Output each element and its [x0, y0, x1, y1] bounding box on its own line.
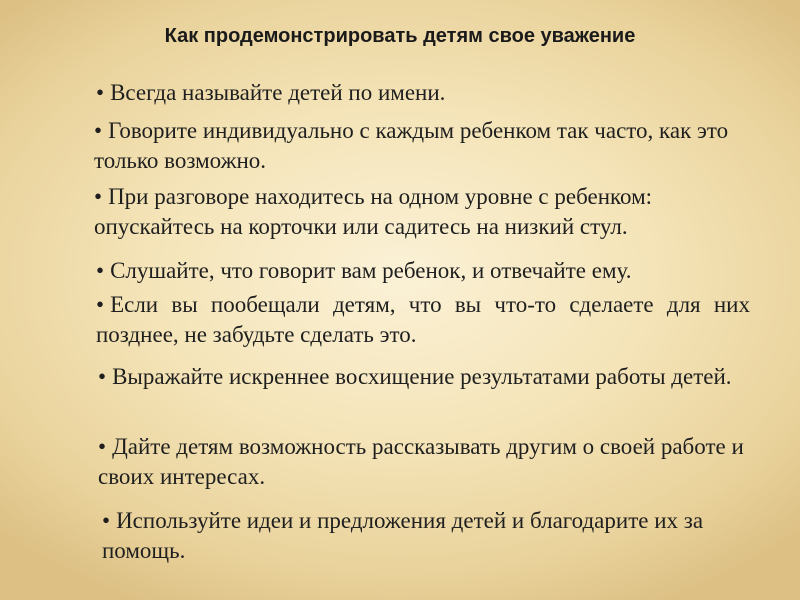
bullet-icon: •: [102, 508, 111, 533]
bullet-icon: •: [94, 184, 103, 209]
bullet-icon: •: [96, 258, 105, 283]
bullet-text: Выражайте искреннее восхищение результатами работы детей.: [112, 364, 732, 389]
bullet-icon: •: [94, 118, 103, 143]
bullet-item: [94, 116, 754, 176]
slide-title: Как продемонстрировать детям свое уважение: [164, 25, 636, 47]
bullet-text: При разговоре находитесь на одном уровне с ребенком: опускайтесь на корточки или садитесь на низкий стул.: [94, 184, 653, 239]
bullet-text: Если вы пообещали детям, что вы что-то сделаете для них позднее, не забудьте сделать это.: [96, 292, 750, 347]
bullet-item: [94, 182, 754, 242]
bullet-item: [98, 362, 742, 392]
bullet-icon: •: [96, 80, 105, 105]
bullet-text: Используйте идеи и предложения детей и благодарите их за помощь.: [102, 508, 704, 563]
bullet-text: Слушайте, что говорит вам ребенок, и отвечайте ему.: [110, 258, 632, 283]
bullet-text: Всегда называйте детей по имени.: [110, 80, 446, 105]
bullet-text: Говорите индивидуально с каждым ребенком так часто, как это только возможно.: [94, 118, 729, 173]
bullet-item: [102, 506, 742, 566]
bullet-item: [98, 432, 758, 492]
bullet-icon: •: [98, 434, 107, 459]
bullet-icon: •: [96, 292, 105, 317]
bullet-item: [96, 290, 750, 350]
bullet-text: Дайте детям возможность рассказывать другим о своей работе и своих интересах.: [98, 434, 744, 489]
bullet-icon: •: [98, 364, 107, 389]
bullet-item: [96, 78, 716, 108]
bullet-item: [96, 256, 736, 286]
